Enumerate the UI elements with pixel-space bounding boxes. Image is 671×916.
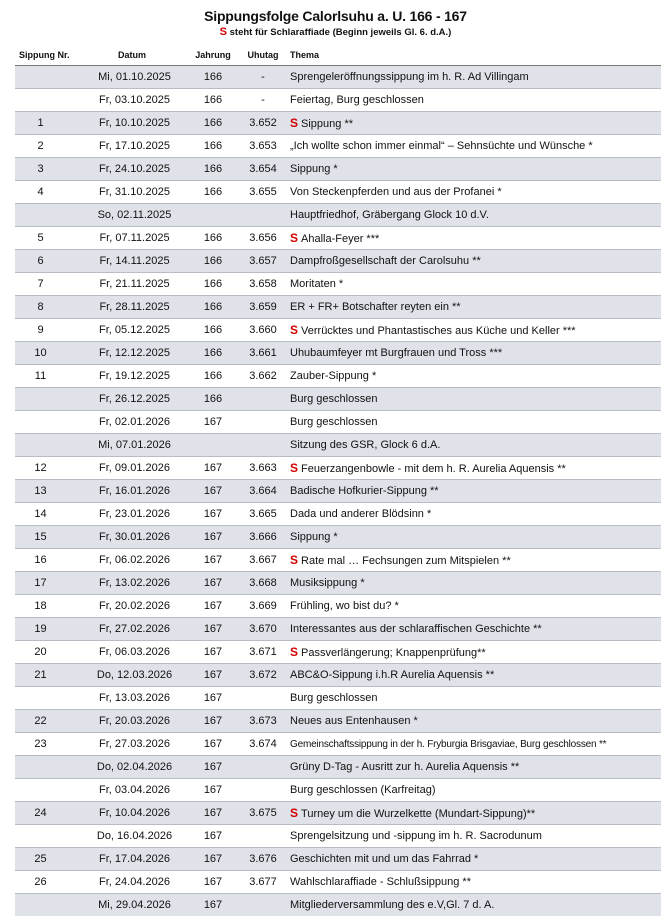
cell-jahrung: 166 <box>187 112 239 135</box>
cell-jahrung: 167 <box>187 687 239 710</box>
cell-jahrung: 167 <box>187 503 239 526</box>
thema-text: Wahlschlaraffiade - Schlußsippung ** <box>290 876 471 888</box>
cell-jahrung: 167 <box>187 618 239 641</box>
cell-datum: Fr, 20.03.2026 <box>77 710 187 733</box>
cell-sippung-nr: 11 <box>15 365 77 388</box>
document-title: Sippungsfolge Calorlsuhu a. U. 166 - 167 <box>0 8 671 24</box>
cell-datum: Fr, 21.11.2025 <box>77 273 187 296</box>
cell-datum: Fr, 10.10.2025 <box>77 112 187 135</box>
schlaraffiade-marker: S <box>290 806 298 820</box>
table-row <box>15 457 661 480</box>
cell-uhutag: 3.665 <box>239 503 287 526</box>
cell-sippung-nr: 2 <box>15 135 77 158</box>
table-row <box>15 227 661 250</box>
cell-thema <box>287 549 661 572</box>
cell-thema <box>287 848 661 871</box>
cell-thema <box>287 756 661 779</box>
cell-datum: Fr, 13.02.2026 <box>77 572 187 595</box>
table-row <box>15 250 661 273</box>
cell-datum: Fr, 05.12.2025 <box>77 319 187 342</box>
cell-uhutag: 3.653 <box>239 135 287 158</box>
schlaraffiade-marker: S <box>290 461 298 475</box>
cell-jahrung: 166 <box>187 342 239 365</box>
schedule-table <box>15 44 661 916</box>
table-row <box>15 641 661 664</box>
thema-text: Frühling, wo bist du? * <box>290 600 399 612</box>
thema-text: Badische Hofkurier-Sippung ** <box>290 485 439 497</box>
cell-uhutag: 3.657 <box>239 250 287 273</box>
cell-uhutag <box>239 434 287 457</box>
cell-uhutag <box>239 756 287 779</box>
header-datum: Datum <box>77 44 187 66</box>
cell-datum: Fr, 28.11.2025 <box>77 296 187 319</box>
cell-uhutag: 3.667 <box>239 549 287 572</box>
cell-sippung-nr <box>15 388 77 411</box>
header-thema: Thema <box>287 44 661 66</box>
cell-thema <box>287 641 661 664</box>
cell-thema <box>287 296 661 319</box>
schlaraffiade-marker: S <box>290 231 298 245</box>
table-row <box>15 710 661 733</box>
thema-text: Feuerzangenbowle - mit dem h. R. Aurelia Aquensis ** <box>301 463 566 475</box>
table-row <box>15 89 661 112</box>
table-row <box>15 618 661 641</box>
cell-uhutag: 3.672 <box>239 664 287 687</box>
cell-thema <box>287 319 661 342</box>
cell-datum: Fr, 06.02.2026 <box>77 549 187 572</box>
thema-text: Burg geschlossen <box>290 416 377 428</box>
cell-jahrung: 166 <box>187 181 239 204</box>
cell-sippung-nr: 3 <box>15 158 77 181</box>
cell-uhutag <box>239 204 287 227</box>
cell-uhutag <box>239 687 287 710</box>
thema-text: Von Steckenpferden und aus der Profanei * <box>290 186 502 198</box>
cell-jahrung: 167 <box>187 595 239 618</box>
thema-text: Sippung * <box>290 163 338 175</box>
cell-datum: Fr, 03.10.2025 <box>77 89 187 112</box>
cell-datum: Mi, 01.10.2025 <box>77 66 187 89</box>
cell-datum: Fr, 27.02.2026 <box>77 618 187 641</box>
cell-thema <box>287 89 661 112</box>
cell-jahrung: 166 <box>187 296 239 319</box>
cell-sippung-nr: 23 <box>15 733 77 756</box>
cell-thema <box>287 710 661 733</box>
cell-datum: Do, 16.04.2026 <box>77 825 187 848</box>
cell-thema <box>287 595 661 618</box>
cell-sippung-nr <box>15 825 77 848</box>
cell-thema <box>287 66 661 89</box>
schlaraffiade-marker: S <box>290 553 298 567</box>
cell-sippung-nr <box>15 687 77 710</box>
cell-datum: Fr, 12.12.2025 <box>77 342 187 365</box>
cell-uhutag: 3.670 <box>239 618 287 641</box>
table-row <box>15 848 661 871</box>
cell-datum: Fr, 23.01.2026 <box>77 503 187 526</box>
cell-sippung-nr <box>15 756 77 779</box>
table-row <box>15 687 661 710</box>
cell-uhutag <box>239 894 287 916</box>
cell-jahrung: 166 <box>187 227 239 250</box>
table-header-row <box>15 44 661 66</box>
cell-sippung-nr: 15 <box>15 526 77 549</box>
table-row <box>15 342 661 365</box>
table-row <box>15 871 661 894</box>
thema-text: Feiertag, Burg geschlossen <box>290 94 424 106</box>
cell-sippung-nr: 22 <box>15 710 77 733</box>
header-jahrung: Jahrung <box>187 44 239 66</box>
cell-jahrung: 167 <box>187 871 239 894</box>
cell-thema <box>287 664 661 687</box>
cell-thema <box>287 434 661 457</box>
thema-text: Sippung ** <box>301 118 353 130</box>
cell-sippung-nr: 21 <box>15 664 77 687</box>
table-row <box>15 273 661 296</box>
cell-sippung-nr: 1 <box>15 112 77 135</box>
cell-uhutag: 3.662 <box>239 365 287 388</box>
cell-sippung-nr: 10 <box>15 342 77 365</box>
cell-jahrung: 167 <box>187 457 239 480</box>
cell-jahrung: 167 <box>187 641 239 664</box>
cell-datum: Fr, 20.02.2026 <box>77 595 187 618</box>
cell-thema <box>287 825 661 848</box>
cell-thema <box>287 273 661 296</box>
cell-jahrung <box>187 204 239 227</box>
cell-jahrung: 167 <box>187 733 239 756</box>
cell-datum: Fr, 24.04.2026 <box>77 871 187 894</box>
cell-jahrung: 167 <box>187 894 239 916</box>
cell-jahrung: 166 <box>187 273 239 296</box>
cell-sippung-nr: 19 <box>15 618 77 641</box>
thema-text: Sprengeleröffnungssippung im h. R. Ad Villingam <box>290 71 529 83</box>
cell-uhutag <box>239 779 287 802</box>
cell-thema <box>287 779 661 802</box>
table-row <box>15 549 661 572</box>
thema-text: Dada und anderer Blödsinn * <box>290 508 431 520</box>
table-row <box>15 572 661 595</box>
table-row <box>15 411 661 434</box>
cell-datum: Fr, 09.01.2026 <box>77 457 187 480</box>
cell-jahrung: 166 <box>187 319 239 342</box>
table-row <box>15 135 661 158</box>
table-row <box>15 204 661 227</box>
cell-uhutag <box>239 411 287 434</box>
cell-jahrung: 167 <box>187 411 239 434</box>
thema-text: Hauptfriedhof, Gräbergang Glock 10 d.V. <box>290 209 489 221</box>
thema-text: Burg geschlossen (Karfreitag) <box>290 784 436 796</box>
cell-uhutag: 3.674 <box>239 733 287 756</box>
cell-thema <box>287 135 661 158</box>
table-row <box>15 664 661 687</box>
cell-jahrung: 167 <box>187 710 239 733</box>
thema-text: Grüny D-Tag - Ausritt zur h. Aurelia Aquensis ** <box>290 761 519 773</box>
thema-text: Musiksippung * <box>290 577 365 589</box>
cell-uhutag: 3.673 <box>239 710 287 733</box>
cell-sippung-nr: 20 <box>15 641 77 664</box>
cell-jahrung: 166 <box>187 365 239 388</box>
thema-text: Uhubaumfeyer mt Burgfrauen und Tross *** <box>290 347 502 359</box>
thema-text: Turney um die Wurzelkette (Mundart-Sippung)** <box>301 808 535 820</box>
thema-text: Passverlängerung; Knappenprüfung** <box>301 647 486 659</box>
cell-datum: Fr, 19.12.2025 <box>77 365 187 388</box>
table-row <box>15 802 661 825</box>
cell-uhutag: 3.659 <box>239 296 287 319</box>
cell-thema <box>287 871 661 894</box>
cell-datum: Fr, 06.03.2026 <box>77 641 187 664</box>
cell-datum: Fr, 26.12.2025 <box>77 388 187 411</box>
cell-jahrung <box>187 434 239 457</box>
table-row <box>15 733 661 756</box>
cell-thema <box>287 572 661 595</box>
cell-sippung-nr <box>15 779 77 802</box>
table-row <box>15 779 661 802</box>
table-row <box>15 365 661 388</box>
cell-jahrung: 166 <box>187 250 239 273</box>
cell-thema <box>287 733 661 756</box>
thema-text: Gemeinschaftssippung in der h. Fryburgia Brisgaviae, Burg geschlossen ** <box>290 739 606 750</box>
cell-sippung-nr: 8 <box>15 296 77 319</box>
cell-sippung-nr: 26 <box>15 871 77 894</box>
table-row <box>15 112 661 135</box>
cell-sippung-nr: 24 <box>15 802 77 825</box>
cell-thema <box>287 112 661 135</box>
cell-thema <box>287 342 661 365</box>
cell-datum: Fr, 14.11.2025 <box>77 250 187 273</box>
cell-datum: Do, 02.04.2026 <box>77 756 187 779</box>
schlaraffiade-marker: S <box>290 116 298 130</box>
cell-uhutag: 3.660 <box>239 319 287 342</box>
cell-thema <box>287 526 661 549</box>
cell-jahrung: 167 <box>187 848 239 871</box>
cell-datum: Fr, 17.10.2025 <box>77 135 187 158</box>
cell-sippung-nr: 4 <box>15 181 77 204</box>
subtitle-text: steht für Schlaraffiade (Beginn jeweils Gl. 6. d.A.) <box>227 27 451 38</box>
cell-uhutag: 3.654 <box>239 158 287 181</box>
cell-sippung-nr: 6 <box>15 250 77 273</box>
cell-uhutag: 3.666 <box>239 526 287 549</box>
cell-thema <box>287 457 661 480</box>
table-row <box>15 158 661 181</box>
cell-sippung-nr <box>15 89 77 112</box>
cell-uhutag: 3.658 <box>239 273 287 296</box>
table-body <box>15 66 661 916</box>
cell-sippung-nr: 17 <box>15 572 77 595</box>
cell-datum: Fr, 31.10.2025 <box>77 181 187 204</box>
thema-text: Dampfroßgesellschaft der Carolsuhu ** <box>290 255 481 267</box>
thema-text: „Ich wollte schon immer einmal“ – Sehnsüchte und Wünsche * <box>290 140 593 152</box>
cell-datum: Fr, 13.03.2026 <box>77 687 187 710</box>
cell-sippung-nr: 5 <box>15 227 77 250</box>
thema-text: Mitgliederversammlung des e.V,Gl. 7 d. A. <box>290 899 494 911</box>
cell-jahrung: 167 <box>187 779 239 802</box>
thema-text: Ahalla-Feyer *** <box>301 233 379 245</box>
cell-datum: Fr, 30.01.2026 <box>77 526 187 549</box>
cell-jahrung: 167 <box>187 549 239 572</box>
table-row <box>15 526 661 549</box>
cell-jahrung: 167 <box>187 756 239 779</box>
table-row <box>15 595 661 618</box>
cell-uhutag: - <box>239 89 287 112</box>
thema-text: Moritaten * <box>290 278 343 290</box>
cell-thema <box>287 687 661 710</box>
table-row <box>15 894 661 916</box>
cell-jahrung: 166 <box>187 66 239 89</box>
cell-sippung-nr <box>15 894 77 916</box>
schlaraffiade-marker: S <box>220 26 227 38</box>
table-row <box>15 181 661 204</box>
cell-uhutag: 3.671 <box>239 641 287 664</box>
cell-sippung-nr: 12 <box>15 457 77 480</box>
cell-jahrung: 167 <box>187 572 239 595</box>
cell-jahrung: 167 <box>187 825 239 848</box>
table-row <box>15 825 661 848</box>
cell-uhutag: 3.663 <box>239 457 287 480</box>
cell-uhutag: 3.675 <box>239 802 287 825</box>
cell-sippung-nr: 18 <box>15 595 77 618</box>
cell-jahrung: 167 <box>187 664 239 687</box>
cell-uhutag: 3.661 <box>239 342 287 365</box>
cell-uhutag <box>239 825 287 848</box>
cell-sippung-nr <box>15 411 77 434</box>
cell-datum: Mi, 07.01.2026 <box>77 434 187 457</box>
cell-thema <box>287 618 661 641</box>
table-row <box>15 480 661 503</box>
thema-text: Burg geschlossen <box>290 692 377 704</box>
cell-uhutag: 3.664 <box>239 480 287 503</box>
cell-thema <box>287 204 661 227</box>
cell-sippung-nr: 16 <box>15 549 77 572</box>
cell-thema <box>287 227 661 250</box>
thema-text: Zauber-Sippung * <box>290 370 376 382</box>
thema-text: Rate mal … Fechsungen zum Mitspielen ** <box>301 555 511 567</box>
cell-uhutag: 3.668 <box>239 572 287 595</box>
cell-thema <box>287 388 661 411</box>
thema-text: Sprengelsitzung und -sippung im h. R. Sacrodunum <box>290 830 542 842</box>
table-row <box>15 66 661 89</box>
cell-sippung-nr <box>15 66 77 89</box>
thema-text: Sitzung des GSR, Glock 6 d.A. <box>290 439 440 451</box>
cell-thema <box>287 250 661 273</box>
cell-jahrung: 166 <box>187 158 239 181</box>
cell-datum: Fr, 10.04.2026 <box>77 802 187 825</box>
cell-sippung-nr <box>15 434 77 457</box>
thema-text: Geschichten mit und um das Fahrrad * <box>290 853 478 865</box>
thema-text: Verrücktes und Phantastisches aus Küche und Keller *** <box>301 325 576 337</box>
cell-jahrung: 167 <box>187 802 239 825</box>
cell-uhutag <box>239 388 287 411</box>
cell-datum: Fr, 24.10.2025 <box>77 158 187 181</box>
table-row <box>15 434 661 457</box>
cell-datum: Mi, 29.04.2026 <box>77 894 187 916</box>
cell-sippung-nr: 7 <box>15 273 77 296</box>
cell-sippung-nr: 13 <box>15 480 77 503</box>
schlaraffiade-marker: S <box>290 323 298 337</box>
thema-text: Interessantes aus der schlaraffischen Geschichte ** <box>290 623 542 635</box>
cell-jahrung: 166 <box>187 388 239 411</box>
cell-datum: Fr, 07.11.2025 <box>77 227 187 250</box>
cell-uhutag: 3.676 <box>239 848 287 871</box>
cell-sippung-nr: 9 <box>15 319 77 342</box>
thema-text: ER + FR+ Botschafter reyten ein ** <box>290 301 461 313</box>
cell-thema <box>287 411 661 434</box>
cell-datum: Do, 12.03.2026 <box>77 664 187 687</box>
cell-uhutag: 3.656 <box>239 227 287 250</box>
cell-jahrung: 166 <box>187 89 239 112</box>
cell-datum: Fr, 27.03.2026 <box>77 733 187 756</box>
cell-datum: Fr, 16.01.2026 <box>77 480 187 503</box>
cell-uhutag: 3.655 <box>239 181 287 204</box>
header-sippung-nr: Sippung Nr. <box>15 44 77 66</box>
table-row <box>15 388 661 411</box>
cell-datum: Fr, 17.04.2026 <box>77 848 187 871</box>
cell-thema <box>287 158 661 181</box>
cell-datum: Fr, 03.04.2026 <box>77 779 187 802</box>
schlaraffiade-marker: S <box>290 645 298 659</box>
table-row <box>15 296 661 319</box>
thema-text: Burg geschlossen <box>290 393 377 405</box>
cell-sippung-nr: 25 <box>15 848 77 871</box>
cell-thema <box>287 802 661 825</box>
cell-datum: So, 02.11.2025 <box>77 204 187 227</box>
table-row <box>15 503 661 526</box>
cell-jahrung: 167 <box>187 480 239 503</box>
cell-sippung-nr <box>15 204 77 227</box>
thema-text: Sippung * <box>290 531 338 543</box>
cell-thema <box>287 480 661 503</box>
cell-thema <box>287 365 661 388</box>
cell-thema <box>287 503 661 526</box>
thema-text: Neues aus Entenhausen * <box>290 715 418 727</box>
thema-text: ABC&O-Sippung i.h.R Aurelia Aquensis ** <box>290 669 494 681</box>
document-subtitle <box>0 26 671 38</box>
table-row <box>15 756 661 779</box>
cell-sippung-nr: 14 <box>15 503 77 526</box>
cell-thema <box>287 181 661 204</box>
cell-jahrung: 167 <box>187 526 239 549</box>
cell-datum: Fr, 02.01.2026 <box>77 411 187 434</box>
cell-uhutag: 3.652 <box>239 112 287 135</box>
header-uhutag: Uhutag <box>239 44 287 66</box>
cell-jahrung: 166 <box>187 135 239 158</box>
cell-uhutag: 3.669 <box>239 595 287 618</box>
table-row <box>15 319 661 342</box>
cell-uhutag: 3.677 <box>239 871 287 894</box>
cell-uhutag: - <box>239 66 287 89</box>
cell-thema <box>287 894 661 916</box>
